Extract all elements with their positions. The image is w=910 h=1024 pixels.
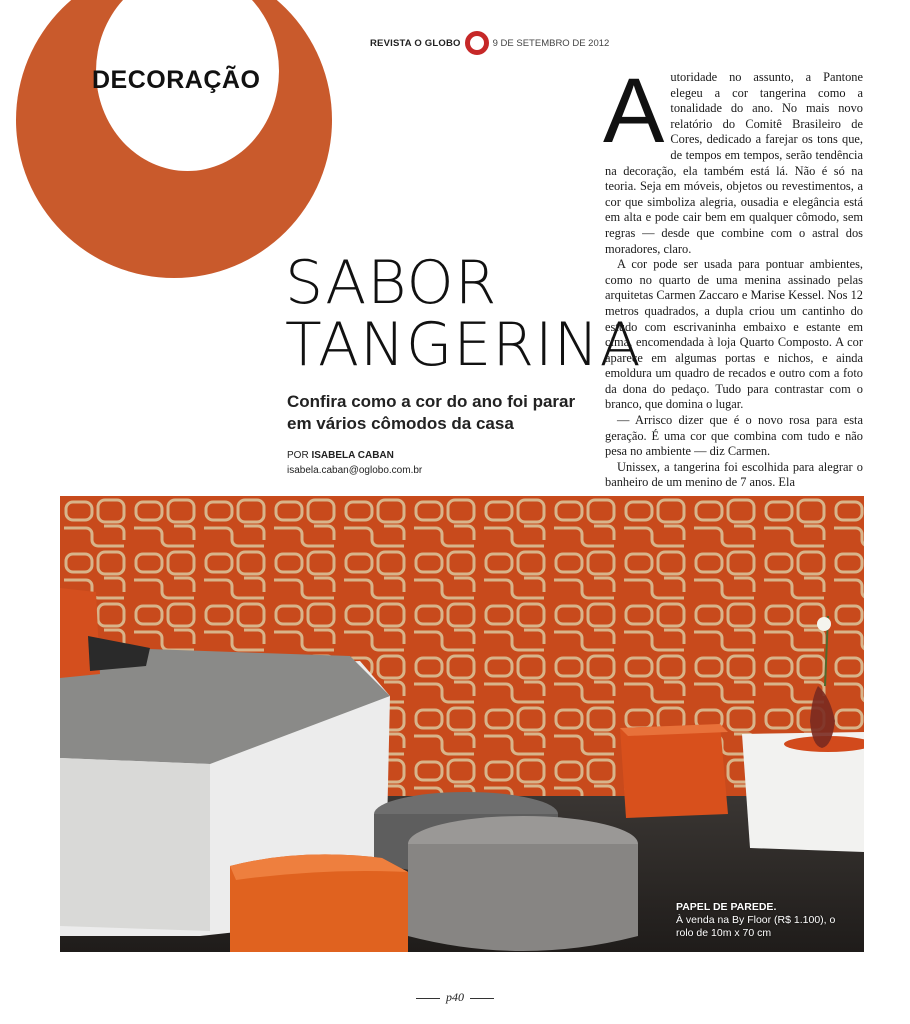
headline	[285, 248, 642, 380]
footer-rule-right	[470, 998, 494, 999]
article-paragraph: — Arrisco dizer que é o novo rosa para esta geração. É uma cor que combina com tudo e não pesa no ambiente — diz Carmen.	[605, 413, 863, 459]
paragraph-1-text: utoridade no assunto, a Pantone elegeu a cor tangerina como a tonalidade do ano. No mais novo relatório do Comitê Brasileiro de Cores, dedicado a farejar os tons que, de tempos em tempos, serão tendência na decoração, ela também está lá. Não é só na teoria. Seja em móveis, objetos ou revestimentos, a cor que simboliza alegria, ousadia e elegância está em alta e pode cair bem em qualquer cômodo, sem regras — desde que combine com o astral dos moradores, claro.	[605, 70, 863, 256]
o-globo-logo-icon	[465, 31, 489, 55]
orange-cube-stool	[620, 724, 728, 818]
issue-date: 9 DE SETEMBRO DE 2012	[492, 37, 610, 49]
sofa-front-panel	[60, 758, 210, 931]
page-number: p40	[446, 990, 464, 1004]
byline-prefix: POR	[287, 450, 309, 461]
article-body	[603, 60, 863, 491]
byline	[287, 448, 422, 478]
publication-name: REVISTA O GLOBO	[370, 37, 461, 49]
grey-pouf-front	[408, 844, 638, 951]
decorative-orange-ring	[16, 0, 332, 278]
room-photo	[60, 496, 864, 952]
masthead	[370, 30, 609, 56]
page-footer	[0, 990, 910, 1005]
article-paragraph	[603, 60, 863, 257]
caption-text: À venda na By Floor (R$ 1.100), o rolo de 10m x 70 cm	[676, 914, 836, 939]
byline-author: ISABELA CABAN	[311, 450, 394, 461]
headline-line-1: SABOR	[285, 248, 498, 318]
dropcap: A	[603, 60, 665, 162]
room-illustration	[60, 496, 864, 952]
photo-caption	[676, 901, 846, 940]
byline-email[interactable]: isabela.caban@oglobo.com.br	[287, 465, 423, 476]
headline-line-2: TANGERINA	[285, 310, 642, 380]
article-paragraph: Unissex, a tangerina foi escolhida para alegrar o banheiro de um menino de 7 anos. Ela	[605, 459, 863, 490]
article-paragraph: A cor pode ser usada para pontuar ambientes, como no quarto de uma menina assinado pelas arquitetas Carmen Zaccaro e Marise Kessel. Nos 12 metros quadrados, a dupla criou um cantinho do estudo com escrivaninha embaixo e estante em cima, encomendada à loja Quarto Composto. A cor aparece em algumas portas e nichos, e ainda emoldura um quadro de recados e outro com a foto da dona do pedaço. Tudo para contrastar com o branco, que domina o lugar.	[605, 257, 863, 412]
deck-subtitle: Confira como a cor do ano foi parar em vários cômodos da casa	[287, 392, 576, 433]
white-flower	[817, 617, 831, 631]
section-label: DECORAÇÃO	[92, 66, 261, 94]
caption-title: PAPEL DE PAREDE.	[676, 901, 777, 913]
footer-rule-left	[416, 998, 440, 999]
